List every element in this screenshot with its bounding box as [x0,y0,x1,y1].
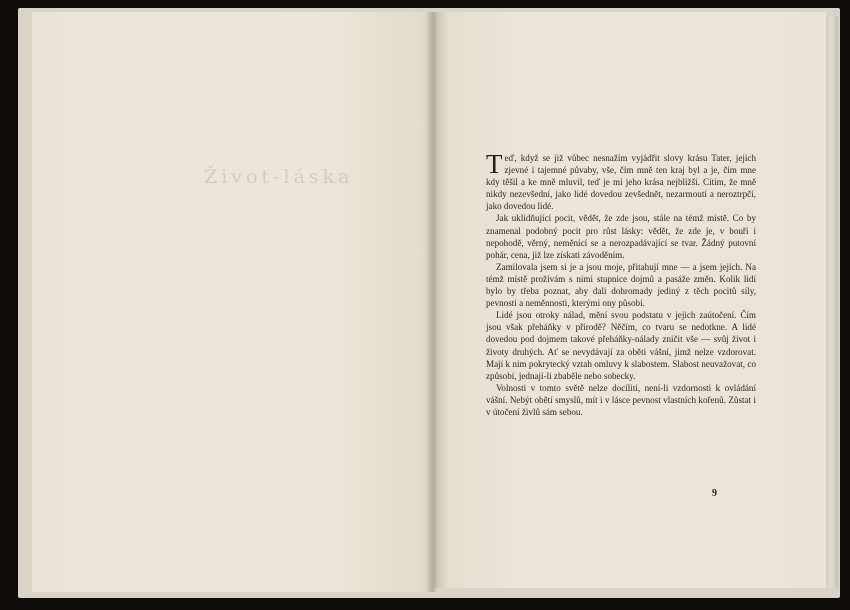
paragraph: Volnosti v tomto světě nelze docíliti, není-li vzdornosti k ovládání vášní. Nebýt obětí smyslů, mít i v lásce pevnost vlastních kořenů. Zůstat i v útočení živlů sám sebou. [486,382,756,417]
drop-cap: T [486,149,503,179]
paragraph [486,149,756,212]
paragraph-text: eď, když se již vůbec nesnažím vyjádřit slovy krásu Tater, jejich zjevné i tajemné půvaby, vše, čím mně ten kraj byl a je, čím mne kdy těšil a ke mně mluvil, teď je mi jeho krása nejbližší. Cítím, že mně nikdy nezevšední, jako lidé dovedou zevšednět, nezarmoutí a neroztrpčí, jako dovedou lidé. [486,153,756,212]
paragraph: Lidé jsou otroky nálad, mění svou podstatu v jejich zaútočení. Čím jsou však přeháňky v přírodě? Něčím, co tvaru se nedotkne. A lidé dovedou pod dojmem takové přeháňky-nálady zničit vše — svůj život i životy druhých. Ať se nevydávají za oběti vášní, jimž nelze vzdorovat. Mají k nim pokrytecký vztah omluvy k slabostem. Slabost neuvažovat, co způsobí, jednají-li zbaběle nebo sobecky. [486,310,756,381]
page-number: 9 [712,488,717,499]
show-through-title: Život-láska [204,166,354,188]
page-edges [826,16,838,588]
book-spine [426,12,438,592]
paragraph: Zamilovala jsem si je a jsou moje, přitahují mne — a jsem jejich. Na témž místě prožívám s nimi stupnice dojmů a pasáže změn. Kolik lidí bylo by třeba poznat, aby dali dohromady jediný z těch pocitů síly, pevnosti a neměnnosti, kterými ony působí. [486,261,756,309]
body-text [486,149,756,418]
left-page [32,12,434,592]
paragraph: Jak uklidňující pocit, vědět, že zde jsou, stále na témž místě. Co by znamenal podobný pocit pro růst lásky: vědět, že zde je, v bouři i nepohodě, věrný, neměnící se a nerozpadávající se tvar. Žádný putovní pohár, cena, již lze získati závoděním. [486,213,756,260]
